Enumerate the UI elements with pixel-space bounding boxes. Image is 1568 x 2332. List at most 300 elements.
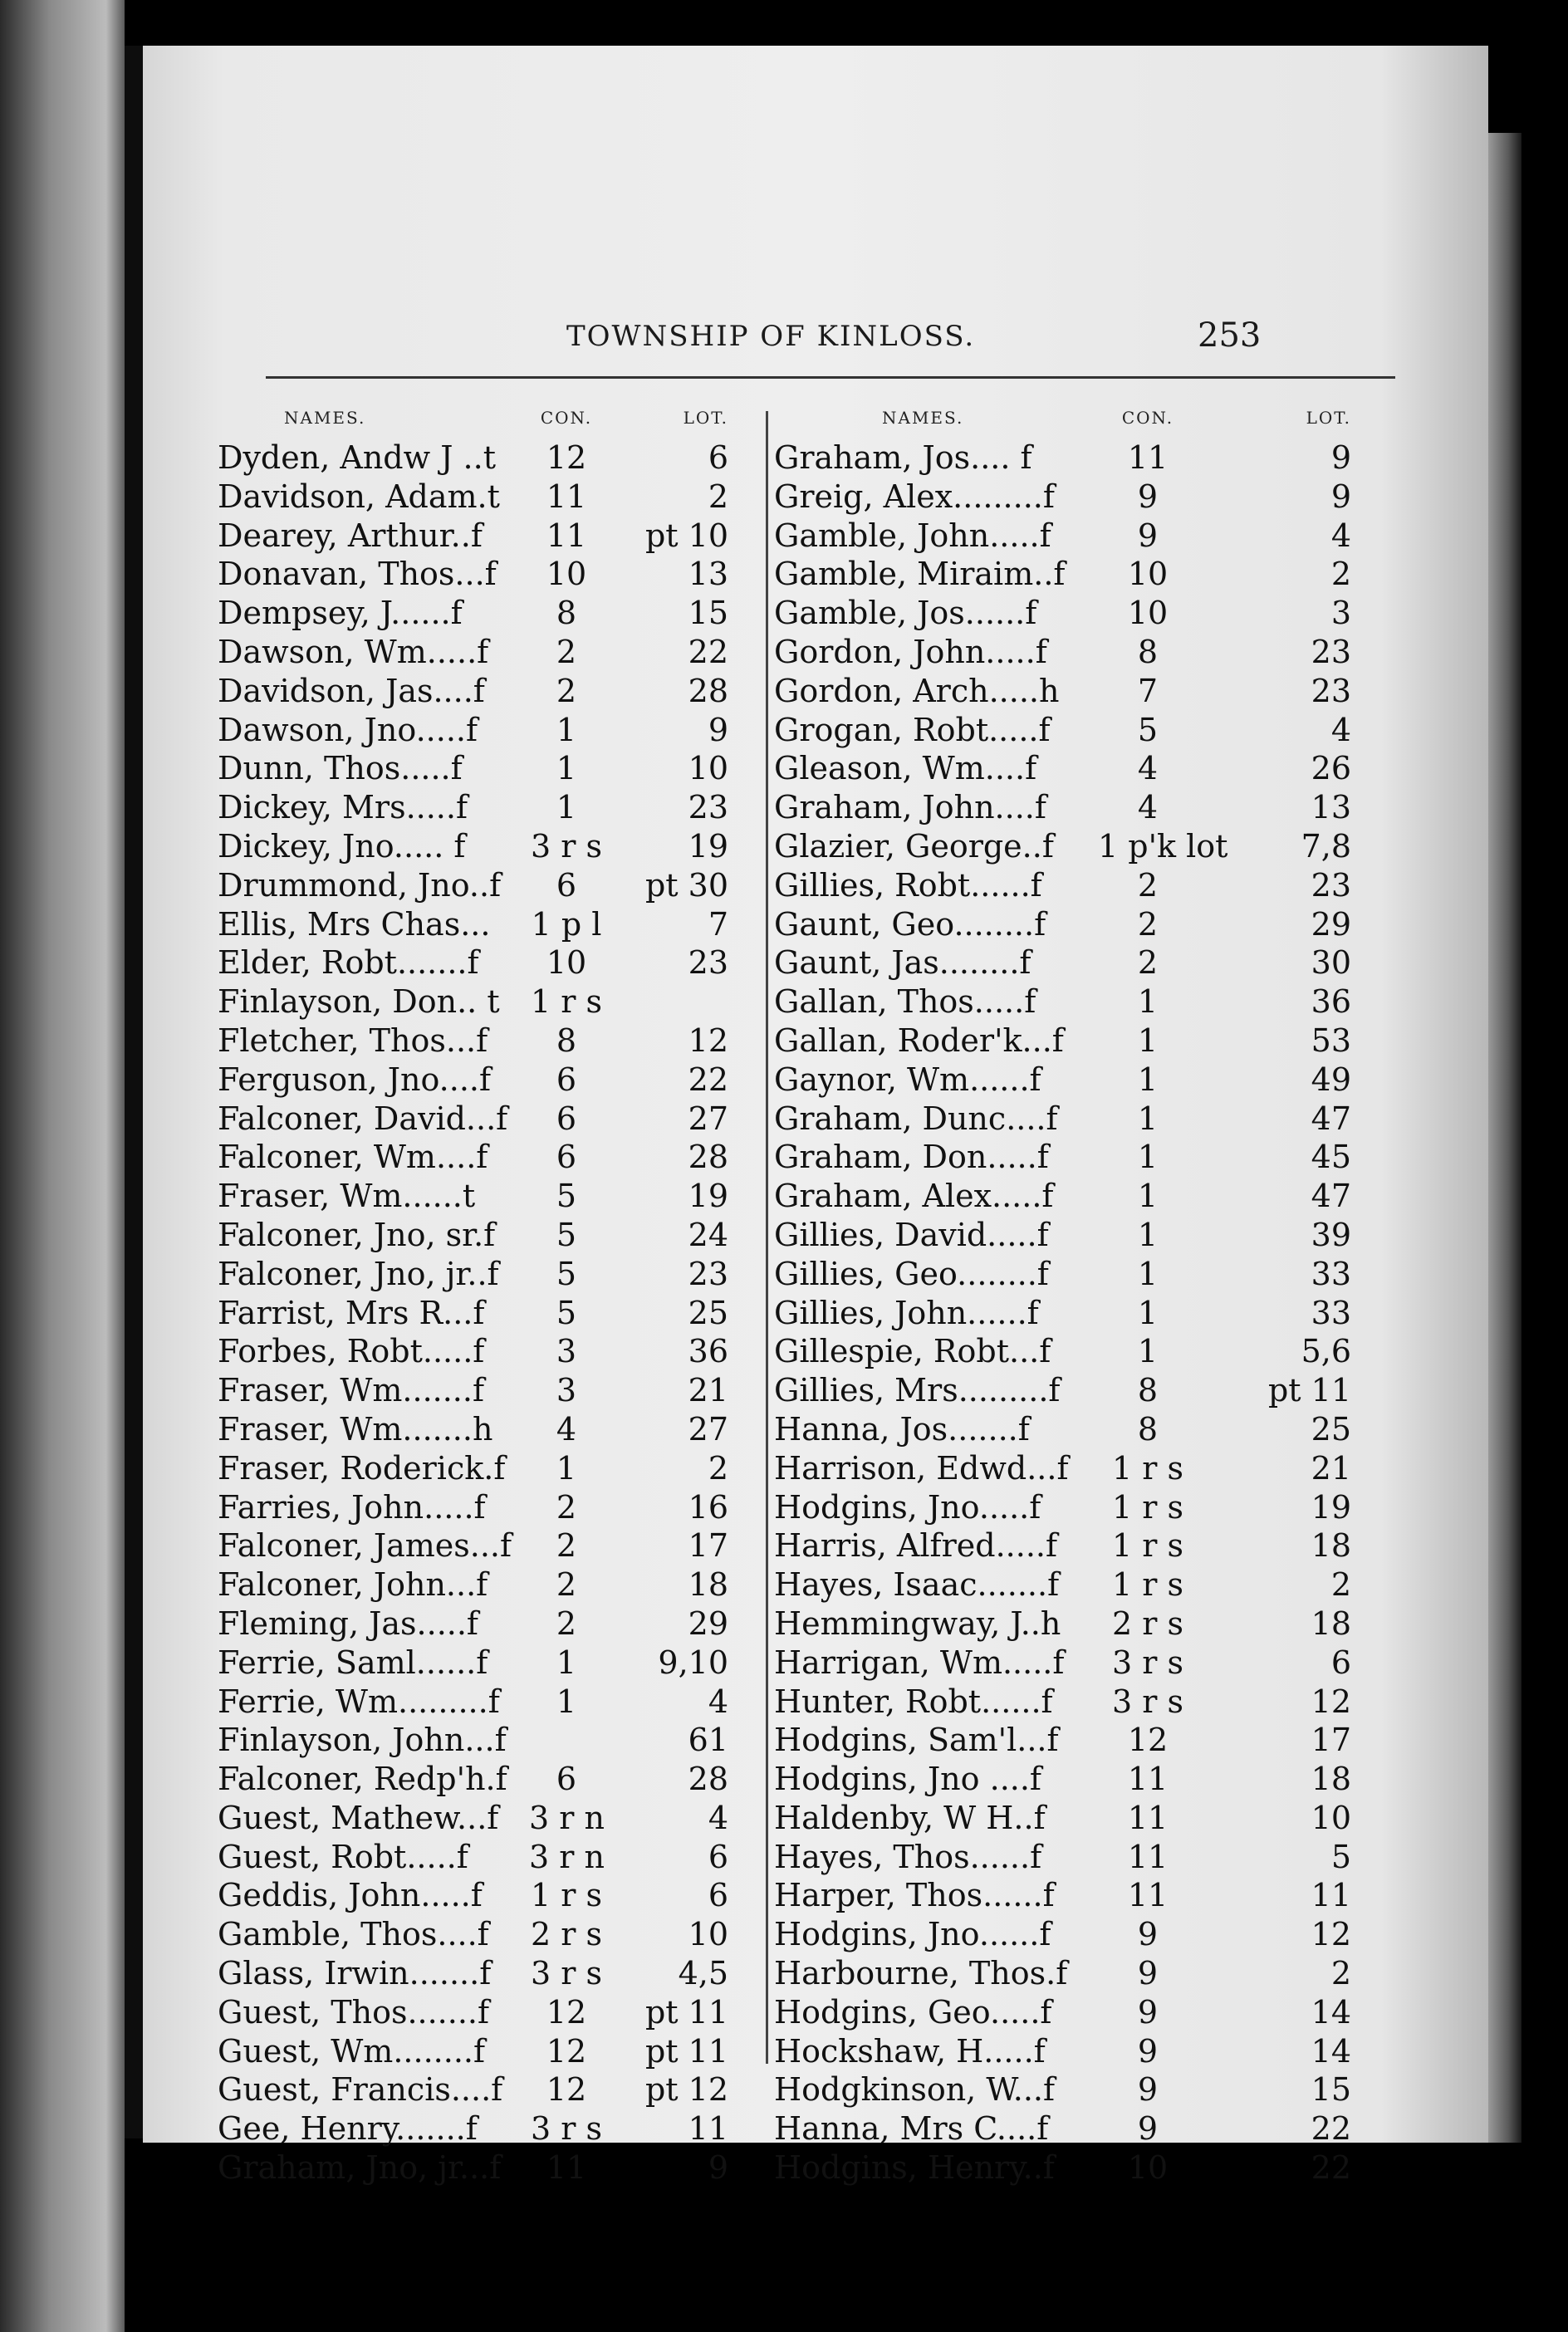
entry-lot: 2 (1330, 556, 1351, 593)
entry-con: 9 (1137, 2032, 1159, 2070)
entry-con: 1 (1137, 1021, 1159, 1059)
left-rows (218, 439, 749, 2188)
entry-con: 7 (1137, 672, 1159, 709)
entry-lot: 15 (1311, 2071, 1351, 2109)
entry-con: 1 r s (1111, 1449, 1183, 1487)
entry-name: Guest, Francis....f (218, 2071, 503, 2109)
entry-name: Ferrie, Wm.........f (218, 1683, 500, 1720)
entry-con: 6 (556, 866, 577, 904)
entry-lot: 29 (688, 1604, 728, 1642)
table-row (218, 1955, 749, 1994)
entry-lot: 26 (1311, 750, 1351, 787)
entry-name: Gillies, John......f (774, 1294, 1039, 1331)
entry-lot: 12 (1311, 1683, 1351, 1720)
entry-name: Ellis, Mrs Chas... (218, 905, 491, 943)
entry-con: 11 (546, 2149, 587, 2187)
entry-name: Harris, Alfred.....f (774, 1527, 1058, 1565)
entry-con: 10 (1127, 595, 1169, 632)
entry-con: 1 (1137, 1294, 1159, 1331)
page-number: 253 (1198, 316, 1262, 355)
entry-name: Guest, Thos.......f (218, 1993, 490, 2031)
entry-lot: 9 (708, 711, 728, 748)
entry-name: Gamble, Jos......f (774, 595, 1037, 632)
table-row (774, 1761, 1414, 1800)
entry-con: 1 (1137, 1100, 1159, 1137)
entry-lot: 18 (1311, 1604, 1351, 1642)
table-row (774, 2110, 1414, 2149)
entry-lot: 7 (708, 905, 728, 943)
table-row (218, 1839, 749, 1878)
entry-con: 3 (556, 1372, 577, 1409)
entry-name: Hodgins, Jno.....f (774, 1488, 1041, 1526)
entry-name: Dickey, Jno..... f (218, 827, 466, 865)
entry-con: 1 (556, 1683, 577, 1720)
entry-lot: 4 (708, 1683, 728, 1720)
entry-con: 1 (556, 1449, 577, 1487)
entry-con: 2 r s (1111, 1604, 1183, 1642)
header-rule (266, 376, 1395, 379)
table-row (774, 983, 1414, 1022)
entry-lot: 9 (708, 2149, 728, 2187)
entry-lot: 22 (688, 1061, 728, 1098)
entry-lot: 27 (688, 1410, 728, 1448)
entry-name: Gallan, Thos.....f (774, 983, 1036, 1021)
entry-name: Glazier, George..f (774, 827, 1054, 865)
running-title: TOWNSHIP OF KINLOSS. (566, 320, 976, 353)
entry-lot: pt 11 (1267, 1372, 1351, 1409)
table-row (218, 1800, 749, 1839)
entry-con: 1 (1137, 1061, 1159, 1098)
entry-lot: 17 (688, 1527, 728, 1565)
left-column (218, 401, 749, 2188)
entry-con: 12 (546, 439, 587, 476)
table-row (774, 1217, 1414, 1256)
entry-con: 1 (556, 711, 577, 748)
table-row (774, 944, 1414, 983)
table-row (774, 1527, 1414, 1566)
entry-con: 1 (1137, 1255, 1159, 1292)
table-row (218, 750, 749, 789)
table-row (774, 1605, 1414, 1644)
entry-lot: 6 (708, 1838, 728, 1875)
left-column-header (218, 401, 749, 439)
entry-name: Dickey, Mrs.....f (218, 789, 468, 826)
entry-name: Davidson, Jas....f (218, 672, 485, 709)
entry-name: Fraser, Wm.......f (218, 1372, 485, 1409)
table-row (218, 1295, 749, 1334)
table-row (774, 2071, 1414, 2110)
entry-name: Farrist, Mrs R...f (218, 1294, 485, 1331)
entry-con: 2 (556, 1604, 577, 1642)
con-heading: CON. (1121, 408, 1174, 428)
table-row (218, 2110, 749, 2149)
entry-lot: 28 (688, 1761, 728, 1798)
table-row (218, 1761, 749, 1800)
entry-con: 1 r s (530, 1877, 602, 1914)
entry-name: Graham, Jos.... f (774, 439, 1032, 476)
table-row (218, 2149, 749, 2188)
entry-con: 9 (1137, 1993, 1159, 2031)
table-row (774, 2149, 1414, 2188)
table-row (774, 439, 1414, 478)
table-row (218, 1061, 749, 1100)
table-row (774, 1683, 1414, 1722)
entry-name: Graham, Jno, jr...f (218, 2149, 502, 2187)
entry-name: Gillies, Mrs.........f (774, 1372, 1061, 1409)
table-row (218, 1217, 749, 1256)
entry-name: Finlayson, John...f (218, 1722, 507, 1759)
table-row (218, 1372, 749, 1411)
entry-lot: 6 (708, 439, 728, 476)
entry-con: 6 (556, 1100, 577, 1137)
entry-lot: pt 11 (644, 2032, 728, 2070)
entry-lot: 5,6 (1301, 1333, 1351, 1370)
entry-name: Graham, John....f (774, 789, 1046, 826)
entry-lot: 12 (1311, 1916, 1351, 1953)
entry-lot: 49 (1311, 1061, 1351, 1098)
table-row (218, 634, 749, 673)
entry-name: Hodgins, Jno......f (774, 1916, 1051, 1953)
entry-lot: 4 (1330, 711, 1351, 748)
table-row (774, 1877, 1414, 1916)
entry-name: Dempsey, J......f (218, 595, 463, 632)
entry-lot: pt 10 (644, 517, 728, 554)
table-row (218, 1489, 749, 1528)
table-row (774, 1333, 1414, 1372)
entry-lot: 10 (688, 1916, 728, 1953)
table-row (774, 906, 1414, 945)
entry-name: Harper, Thos......f (774, 1877, 1055, 1914)
table-row (774, 1411, 1414, 1450)
entry-lot: 29 (1311, 905, 1351, 943)
entry-con: 12 (546, 2071, 587, 2109)
entry-lot: 23 (688, 944, 728, 982)
entry-con: 11 (1127, 1799, 1169, 1836)
entry-lot: 53 (1311, 1021, 1351, 1059)
entry-lot: 18 (688, 1566, 728, 1604)
entry-name: Gillespie, Robt...f (774, 1333, 1051, 1370)
entry-con: 4 (1137, 789, 1159, 826)
table-row (774, 712, 1414, 751)
entry-name: Guest, Wm........f (218, 2032, 486, 2070)
entry-con: 5 (556, 1178, 577, 1215)
entry-name: Hayes, Isaac.......f (774, 1566, 1060, 1604)
entry-lot: 6 (708, 1877, 728, 1914)
entry-con: 3 r s (530, 2110, 602, 2148)
table-row (218, 944, 749, 983)
table-row (774, 1566, 1414, 1605)
entry-lot: 2 (708, 1449, 728, 1487)
table-row (218, 1411, 749, 1450)
entry-con: 9 (1137, 1955, 1159, 1992)
entry-name: Dawson, Jno.....f (218, 711, 478, 748)
entry-name: Graham, Dunc....f (774, 1100, 1058, 1137)
table-row (774, 1722, 1414, 1761)
entry-lot: 11 (688, 2110, 728, 2148)
table-row (218, 1333, 749, 1372)
book-gutter (125, 46, 143, 2138)
entry-con: 1 p l (531, 905, 602, 943)
entry-con: 8 (1137, 1372, 1159, 1409)
facing-page-edge (0, 0, 125, 2332)
entry-name: Falconer, David...f (218, 1100, 508, 1137)
entry-con: 12 (546, 1993, 587, 2031)
entry-name: Hanna, Mrs C....f (774, 2110, 1049, 2148)
table-row (218, 439, 749, 478)
entry-lot: 10 (1311, 1799, 1351, 1836)
entry-con: 6 (556, 1761, 577, 1798)
entry-lot: 61 (688, 1722, 728, 1759)
right-column-header (774, 401, 1414, 439)
entry-name: Grogan, Robt.....f (774, 711, 1051, 748)
entry-lot: 2 (708, 478, 728, 515)
table-row (774, 1022, 1414, 1061)
entry-con: 3 r s (530, 827, 602, 865)
page-fore-edge (1488, 133, 1521, 2143)
table-row (774, 517, 1414, 556)
table-row (774, 1994, 1414, 2033)
entry-con: 11 (546, 517, 587, 554)
table-row (774, 1489, 1414, 1528)
entry-con: 1 r s (530, 983, 602, 1021)
entry-name: Gillies, David.....f (774, 1216, 1049, 1253)
entry-lot: 22 (1311, 2149, 1351, 2187)
entry-con: 2 (556, 633, 577, 670)
entry-name: Hodgins, Geo.....f (774, 1993, 1052, 2031)
entry-lot: 13 (688, 556, 728, 593)
entry-name: Falconer, John...f (218, 1566, 488, 1604)
table-row (218, 1722, 749, 1761)
lot-heading: LOT. (683, 408, 728, 428)
entry-con: 1 p'k lot (1098, 827, 1228, 865)
entry-con: 1 (1137, 1333, 1159, 1370)
book-page (143, 46, 1488, 2187)
entry-con: 3 r s (1111, 1644, 1183, 1681)
entry-con: 8 (1137, 1410, 1159, 1448)
entry-con: 9 (1137, 478, 1159, 515)
entry-lot: 22 (1311, 2110, 1351, 2148)
table-row (218, 983, 749, 1022)
entry-name: Forbes, Robt.....f (218, 1333, 485, 1370)
table-row (774, 1139, 1414, 1178)
entry-con: 1 (1137, 983, 1159, 1021)
entry-lot: 28 (688, 1139, 728, 1176)
table-row (218, 1605, 749, 1644)
entry-con: 11 (1127, 1877, 1169, 1914)
entry-lot: 23 (688, 1255, 728, 1292)
entry-name: Farries, John.....f (218, 1488, 486, 1526)
entry-con: 11 (1127, 1838, 1169, 1875)
entry-name: Graham, Alex.....f (774, 1178, 1054, 1215)
entry-lot: 7,8 (1301, 827, 1351, 865)
entry-name: Gee, Henry.......f (218, 2110, 478, 2148)
entry-con: 11 (1127, 439, 1169, 476)
entry-name: Donavan, Thos...f (218, 556, 497, 593)
con-heading: CON. (540, 408, 593, 428)
table-row (218, 1178, 749, 1217)
entry-lot: 27 (688, 1100, 728, 1137)
table-row (774, 1295, 1414, 1334)
entry-name: Gleason, Wm....f (774, 750, 1037, 787)
table-row (774, 1256, 1414, 1295)
entry-con: 3 r n (529, 1838, 605, 1875)
entry-con: 2 (1137, 944, 1159, 982)
entry-name: Hockshaw, H.....f (774, 2032, 1046, 2070)
entry-name: Glass, Irwin.......f (218, 1955, 492, 1992)
entry-name: Dunn, Thos.....f (218, 750, 463, 787)
entry-lot: 23 (1311, 866, 1351, 904)
entry-con: 8 (1137, 633, 1159, 670)
table-row (774, 867, 1414, 906)
table-row (218, 867, 749, 906)
entry-name: Falconer, Jno, jr..f (218, 1255, 499, 1292)
entry-con: 2 (556, 1527, 577, 1565)
entry-name: Dearey, Arthur..f (218, 517, 483, 554)
entry-name: Davidson, Adam.t (218, 478, 500, 515)
entry-lot: 33 (1311, 1294, 1351, 1331)
entry-name: Gaunt, Jas........f (774, 944, 1031, 982)
entry-lot: 9,10 (658, 1644, 728, 1681)
table-row (218, 1916, 749, 1955)
entry-name: Graham, Don.....f (774, 1139, 1049, 1176)
table-row (774, 1450, 1414, 1489)
entry-con: 3 r n (529, 1799, 605, 1836)
entry-lot: 24 (688, 1216, 728, 1253)
entry-lot: 45 (1311, 1139, 1351, 1176)
entry-lot: 17 (1311, 1722, 1351, 1759)
table-row (774, 1839, 1414, 1878)
entry-lot: 4 (1330, 517, 1351, 554)
entry-con: 6 (556, 1139, 577, 1176)
entry-lot: 21 (688, 1372, 728, 1409)
entry-lot: 47 (1311, 1178, 1351, 1215)
table-row (774, 1372, 1414, 1411)
entry-con: 1 (1137, 1139, 1159, 1176)
entry-lot: 30 (1311, 944, 1351, 982)
table-row (218, 1877, 749, 1916)
entry-con: 6 (556, 1061, 577, 1098)
table-row (774, 750, 1414, 789)
entry-lot: 36 (688, 1333, 728, 1370)
entry-name: Hodgkinson, W...f (774, 2071, 1056, 2109)
entry-con: 9 (1137, 2110, 1159, 2148)
entry-lot: 4,5 (678, 1955, 728, 1992)
entry-name: Haldenby, W H..f (774, 1799, 1046, 1836)
entry-con: 2 r s (530, 1916, 602, 1953)
entry-con: 5 (556, 1294, 577, 1331)
entry-name: Harbourne, Thos.f (774, 1955, 1068, 1992)
entry-con: 1 (556, 1644, 577, 1681)
entry-con: 4 (556, 1410, 577, 1448)
entry-name: Falconer, Redp'h.f (218, 1761, 507, 1798)
table-row (218, 1256, 749, 1295)
table-row (774, 1061, 1414, 1100)
entry-con: 9 (1137, 2071, 1159, 2109)
names-heading: NAMES. (284, 408, 366, 428)
entry-lot: 25 (688, 1294, 728, 1331)
table-row (218, 517, 749, 556)
entry-lot: 11 (1311, 1877, 1351, 1914)
entry-con: 2 (1137, 905, 1159, 943)
entry-con: 8 (556, 595, 577, 632)
entry-con: 1 r s (1111, 1566, 1183, 1604)
entry-lot: 36 (1311, 983, 1351, 1021)
entry-name: Hayes, Thos......f (774, 1838, 1042, 1875)
entry-name: Greig, Alex.........f (774, 478, 1055, 515)
entry-con: 4 (1137, 750, 1159, 787)
entry-name: Gaynor, Wm......f (774, 1061, 1041, 1098)
entry-name: Hanna, Jos.......f (774, 1410, 1030, 1448)
entry-name: Ferguson, Jno....f (218, 1061, 492, 1098)
table-row (218, 1527, 749, 1566)
table-row (218, 789, 749, 828)
entry-name: Hemmingway, J..h (774, 1604, 1061, 1642)
entry-con: 11 (1127, 1761, 1169, 1798)
table-row (218, 595, 749, 634)
entry-lot: 18 (1311, 1527, 1351, 1565)
entry-name: Finlayson, Don.. t (218, 983, 500, 1021)
entry-con: 9 (1137, 517, 1159, 554)
table-row (218, 1450, 749, 1489)
table-row (774, 478, 1414, 517)
entry-lot: 16 (688, 1488, 728, 1526)
entry-con: 5 (556, 1216, 577, 1253)
table-row (774, 828, 1414, 867)
entry-con: 8 (556, 1021, 577, 1059)
entry-lot: 19 (688, 827, 728, 865)
entry-name: Gordon, Arch.....h (774, 672, 1060, 709)
lot-heading: LOT. (1306, 408, 1351, 428)
table-row (218, 1566, 749, 1605)
table-row (218, 1644, 749, 1683)
entry-con: 9 (1137, 1916, 1159, 1953)
entry-con: 10 (546, 944, 587, 982)
entry-name: Harrison, Edwd...f (774, 1449, 1069, 1487)
entry-name: Gaunt, Geo........f (774, 905, 1046, 943)
entry-lot: 13 (1311, 789, 1351, 826)
entry-con: 10 (1127, 2149, 1169, 2187)
entry-name: Fletcher, Thos...f (218, 1021, 488, 1059)
table-row (774, 1178, 1414, 1217)
table-row (218, 2071, 749, 2110)
entry-lot: 5 (1330, 1838, 1351, 1875)
entry-lot: 2 (1330, 1566, 1351, 1604)
entry-name: Falconer, James...f (218, 1527, 512, 1565)
table-row (218, 1683, 749, 1722)
entry-con: 1 (556, 789, 577, 826)
entry-name: Fleming, Jas.....f (218, 1604, 479, 1642)
entry-lot: 19 (688, 1178, 728, 1215)
entry-name: Drummond, Jno..f (218, 866, 502, 904)
entry-lot: 2 (1330, 1955, 1351, 1992)
entry-lot: 6 (1330, 1644, 1351, 1681)
table-row (218, 1100, 749, 1139)
table-row (774, 1916, 1414, 1955)
entry-con: 2 (556, 1488, 577, 1526)
entry-name: Hunter, Robt......f (774, 1683, 1053, 1720)
entry-name: Fraser, Wm.......h (218, 1410, 493, 1448)
entry-lot: pt 11 (644, 1993, 728, 2031)
entry-name: Guest, Robt.....f (218, 1838, 468, 1875)
table-row (774, 673, 1414, 712)
table-row (218, 1994, 749, 2033)
entry-con: 11 (546, 478, 587, 515)
table-row (774, 1800, 1414, 1839)
entry-name: Hodgins, Sam'l...f (774, 1722, 1059, 1759)
entry-con: 2 (1137, 866, 1159, 904)
entry-con: 1 r s (1111, 1527, 1183, 1565)
table-row (218, 1139, 749, 1178)
